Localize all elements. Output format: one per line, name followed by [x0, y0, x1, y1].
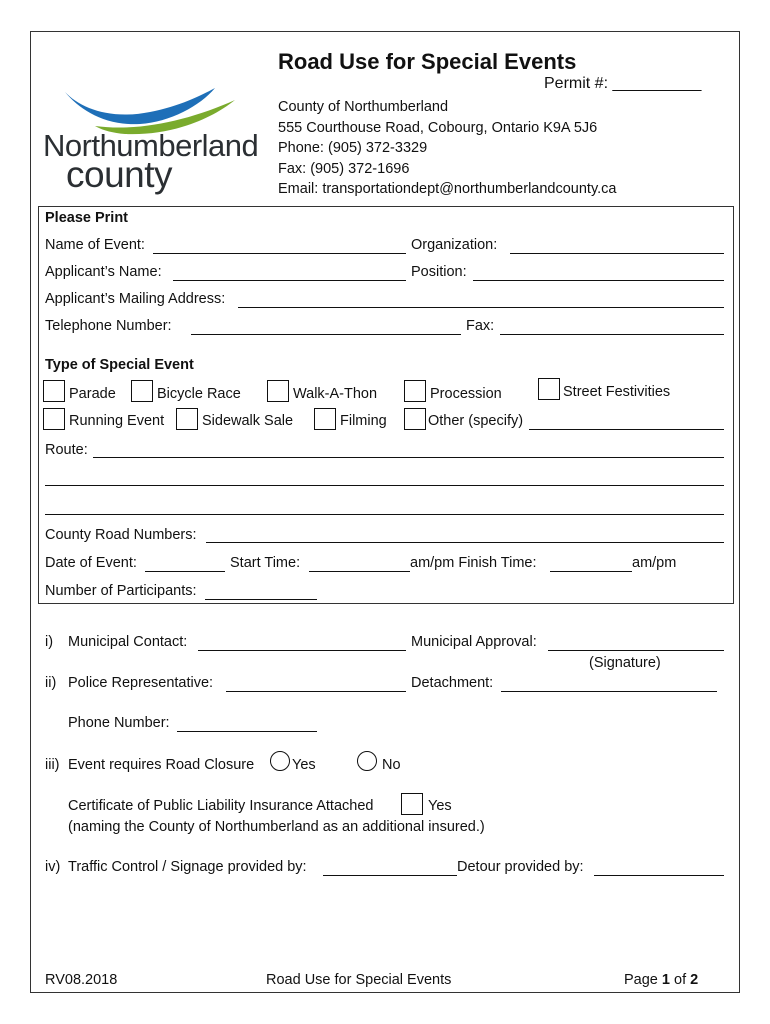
page-total: 2: [690, 972, 699, 988]
road-closure-no-label: No: [382, 757, 401, 773]
municipal-approval-label: Municipal Approval:: [411, 634, 537, 650]
road-closure-no-radio[interactable]: [357, 751, 377, 771]
applicant-name-field[interactable]: [173, 280, 406, 281]
insurance-yes-checkbox[interactable]: [401, 793, 423, 815]
participants-field[interactable]: [205, 599, 317, 600]
insurance-yes-label: Yes: [428, 798, 452, 814]
participants-label: Number of Participants:: [45, 583, 197, 599]
sidewalk-sale-checkbox[interactable]: [176, 408, 198, 430]
detour-field[interactable]: [594, 875, 724, 876]
finish-time-label: am/pm Finish Time:: [410, 555, 537, 571]
page-of: of: [674, 972, 687, 988]
mailing-address-field[interactable]: [238, 307, 724, 308]
procession-label: Procession: [430, 386, 502, 402]
municipal-approval-signature-field[interactable]: [548, 650, 724, 651]
logo-wordmark-line1: Northumberland: [43, 128, 259, 163]
name-of-event-field[interactable]: [153, 253, 406, 254]
finish-ampm-label: am/pm: [632, 555, 677, 571]
police-representative-field[interactable]: [226, 691, 406, 692]
position-label: Position:: [411, 264, 467, 280]
item-iv-label: iv): [45, 859, 61, 875]
filming-checkbox[interactable]: [314, 408, 336, 430]
walk-a-thon-label: Walk-A-Thon: [293, 386, 378, 402]
route-field-line-2[interactable]: [45, 485, 724, 486]
detour-label: Detour provided by:: [457, 859, 584, 875]
fax-field[interactable]: [500, 334, 724, 335]
traffic-control-label: Traffic Control / Signage provided by:: [68, 859, 307, 875]
municipal-contact-field[interactable]: [198, 650, 406, 651]
parade-checkbox[interactable]: [43, 380, 65, 402]
organization-label: Organization:: [411, 237, 498, 253]
permit-number-field[interactable]: Permit #: __________: [544, 75, 702, 92]
position-field[interactable]: [473, 280, 724, 281]
other-label: Other (specify): [428, 413, 524, 429]
type-of-event-heading: Type of Special Event: [45, 357, 194, 373]
signature-caption: (Signature): [589, 655, 661, 671]
sidewalk-sale-label: Sidewalk Sale: [202, 413, 294, 429]
filming-label: Filming: [340, 413, 387, 429]
name-of-event-label: Name of Event:: [45, 237, 145, 253]
address-line: 555 Courthouse Road, Cobourg, Ontario K9A 5J6: [278, 119, 598, 136]
route-field-line-1[interactable]: [93, 457, 724, 458]
page-prefix: Page: [624, 972, 658, 988]
finish-time-field[interactable]: [550, 571, 632, 572]
email-line: Email: transportationdept@northumberlandcounty.ca: [278, 181, 617, 197]
road-closure-yes-label: Yes: [292, 757, 316, 773]
logo-wordmark-line2: county: [66, 154, 173, 195]
street-festivities-label: Street Festivities: [563, 384, 671, 400]
procession-checkbox[interactable]: [404, 380, 426, 402]
municipal-contact-label: Municipal Contact:: [68, 634, 188, 650]
date-of-event-label: Date of Event:: [45, 555, 137, 571]
detachment-label: Detachment:: [411, 675, 494, 691]
fax-label: Fax:: [466, 318, 495, 334]
route-label: Route:: [45, 442, 88, 458]
mailing-address-label: Applicant’s Mailing Address:: [45, 291, 226, 307]
footer-form-title: Road Use for Special Events: [266, 972, 452, 988]
county-address-block: [278, 97, 616, 200]
walk-a-thon-checkbox[interactable]: [267, 380, 289, 402]
start-time-field[interactable]: [309, 571, 410, 572]
bicycle-race-checkbox[interactable]: [131, 380, 153, 402]
item-i-label: i): [45, 634, 54, 650]
telephone-field[interactable]: [191, 334, 461, 335]
parade-label: Parade: [69, 386, 116, 402]
other-checkbox[interactable]: [404, 408, 426, 430]
detachment-field[interactable]: [501, 691, 717, 692]
county-road-numbers-label: County Road Numbers:: [45, 527, 197, 543]
item-iii-label: iii): [45, 757, 60, 773]
running-event-label: Running Event: [69, 413, 165, 429]
other-specify-field[interactable]: [529, 429, 724, 430]
applicant-name-label: Applicant’s Name:: [45, 264, 162, 280]
fax-line: Fax: (905) 372-1696: [278, 160, 410, 177]
county-road-numbers-field[interactable]: [206, 542, 724, 543]
telephone-label: Telephone Number:: [45, 318, 172, 334]
northumberland-logo: [40, 80, 270, 198]
road-closure-yes-radio[interactable]: [270, 751, 290, 771]
please-print-heading: Please Print: [45, 210, 129, 226]
phone-line: Phone: (905) 372-3329: [278, 140, 428, 156]
start-time-label: Start Time:: [230, 555, 301, 571]
bicycle-race-label: Bicycle Race: [157, 386, 241, 402]
traffic-control-field[interactable]: [323, 875, 457, 876]
item-ii-label: ii): [45, 675, 57, 691]
page-indicator: [624, 972, 698, 988]
additional-insured-note: (naming the County of Northumberland as an additional insured.): [68, 819, 485, 835]
form-code: RV08.2018: [45, 972, 118, 988]
phone-number-label: Phone Number:: [68, 715, 170, 731]
running-event-checkbox[interactable]: [43, 408, 65, 430]
date-of-event-field[interactable]: [145, 571, 225, 572]
road-closure-label: Event requires Road Closure: [68, 757, 255, 773]
phone-number-field[interactable]: [177, 731, 317, 732]
form-title: Road Use for Special Events: [278, 49, 577, 74]
insurance-certificate-label: Certificate of Public Liability Insurance Attached: [68, 798, 374, 814]
street-festivities-checkbox[interactable]: [538, 378, 560, 400]
police-representative-label: Police Representative:: [68, 675, 214, 691]
organization-field[interactable]: [510, 253, 724, 254]
route-field-line-3[interactable]: [45, 514, 724, 515]
page-current: 1: [661, 972, 670, 988]
address-line: County of Northumberland: [278, 99, 449, 115]
